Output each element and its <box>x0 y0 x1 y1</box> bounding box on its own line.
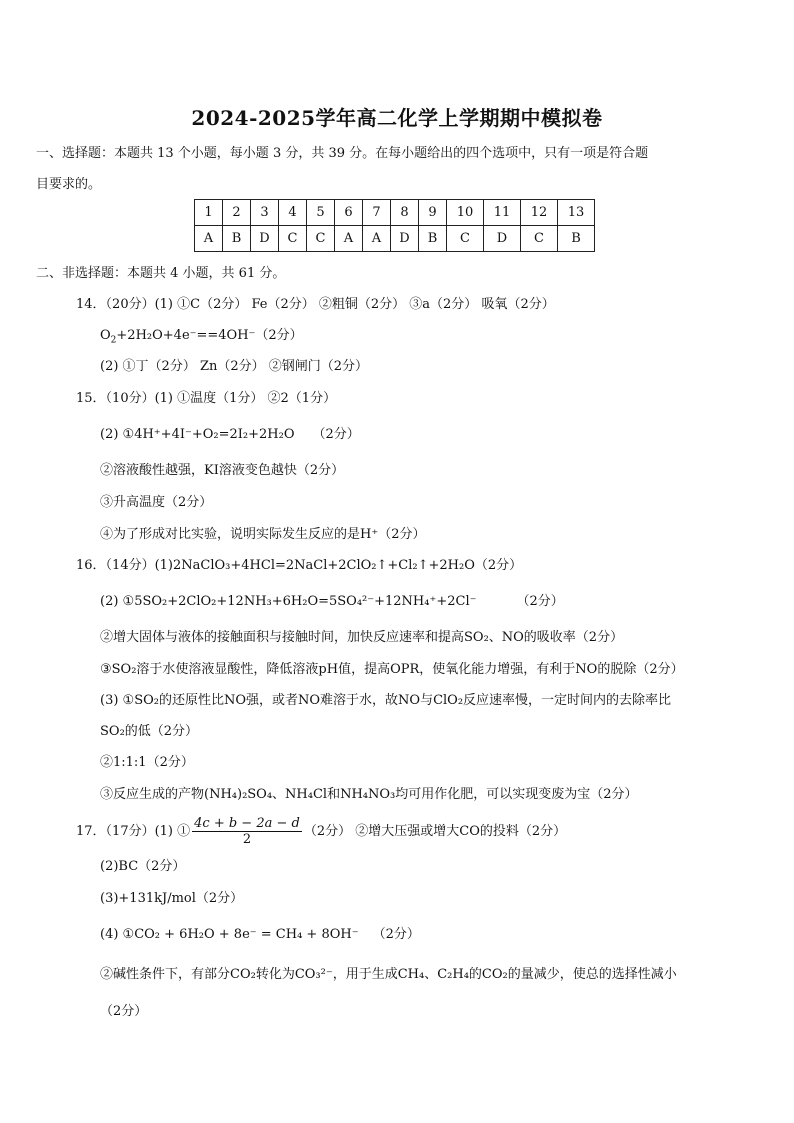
q17-fraction-denominator: 2 <box>242 832 252 847</box>
answer-table <box>194 199 595 252</box>
q15-line3: ②溶液酸性越强，KI溶液变色越快（2分） <box>100 463 345 478</box>
answer-table-answer-cell: B <box>419 226 447 252</box>
answer-table-answer-cell: C <box>521 226 558 252</box>
q16-line7: ②1:1:1（2分） <box>100 755 194 770</box>
section1-heading-line2: 目要求的。 <box>36 177 102 192</box>
q14-line2-o: O <box>100 328 111 343</box>
answer-table-answer-cell: A <box>335 226 363 252</box>
q17-line4 <box>100 926 420 944</box>
q17-line1-label: 17．（17分）(1) ① <box>76 824 191 839</box>
answer-table-number-cell: 4 <box>279 200 307 226</box>
section2-heading: 二、非选择题：本题共 4 小题，共 61 分。 <box>36 266 286 281</box>
answer-table-answer-cell: B <box>223 226 251 252</box>
q16-line2 <box>100 593 564 611</box>
q17-line4-score: （2分） <box>372 927 420 942</box>
q17-line4-label: (4) ① <box>100 927 135 942</box>
answer-table-number-cell: 10 <box>447 200 484 226</box>
answer-table-answer-cell: D <box>391 226 419 252</box>
q16-line2-score: （2分） <box>516 594 564 609</box>
q17-line3: (3)+131kJ/mol（2分） <box>100 891 244 906</box>
q17-fraction-numerator: 4c + b − 2a − d <box>194 816 300 831</box>
q17-line1 <box>76 814 566 850</box>
q16-line2-equation: 5SO₂+2ClO₂+12NH₃+6H₂O=5SO₄²⁻+12NH₄⁺+2Cl⁻ <box>134 594 477 609</box>
answer-table-number-cell: 3 <box>251 200 279 226</box>
q17-fraction <box>192 816 302 847</box>
q17-line6: （2分） <box>100 1004 148 1019</box>
answer-table-number-cell: 8 <box>391 200 419 226</box>
q14-line1: 14．（20分）(1) ①C（2分） Fe（2分） ②粗铜（2分） ③a（2分） 吸氧（2分） <box>76 297 555 312</box>
q15-line2-label: (2) ① <box>100 427 135 442</box>
answer-table-number-cell: 13 <box>558 200 595 226</box>
q14-line2-rest: +2H₂O+4e⁻==4OH⁻（2分） <box>116 328 303 343</box>
q14-line2 <box>100 327 303 350</box>
q17-line4-equation: CO₂ + 6H₂O + 8e⁻ = CH₄ + 8OH⁻ <box>134 927 359 942</box>
answer-table-number-cell: 2 <box>223 200 251 226</box>
q16-line6: SO₂的低（2分） <box>100 724 199 739</box>
answer-table-number-cell: 12 <box>521 200 558 226</box>
answer-table-answer-cell: C <box>307 226 335 252</box>
section1-heading-line1: 一、选择题：本题共 13 个小题，每小题 3 分，共 39 分。在每小题给出的四个选项中，只有一项是符合题 <box>36 146 649 161</box>
q16-line4: ③SO₂溶于水使溶液显酸性，降低溶液pH值，提高OPR，使氧化能力增强，有利于NO的脱除（2分） <box>100 662 684 677</box>
answer-table-answer-row <box>195 226 595 252</box>
answer-table-answer-cell: A <box>363 226 391 252</box>
document-title: 2024-2025学年高二化学上学期期中模拟卷 <box>191 106 603 130</box>
q17-line2: (2)BC（2分） <box>100 859 186 874</box>
q16-line1: 16．（14分）(1)2NaClO₃+4HCl=2NaCl+2ClO₂↑+Cl₂↑+2H₂O（2分） <box>76 558 523 573</box>
q14-line2-sub: 2 <box>110 335 117 346</box>
q17-line5: ②碱性条件下，有部分CO₂转化为CO₃²⁻，用于生成CH₄、C₂H₄的CO₂的量减少，使总的选择性减小 <box>100 967 677 982</box>
answer-table-number-cell: 9 <box>419 200 447 226</box>
q14-line3: (2) ①丁（2分） Zn（2分） ②钢闸门（2分） <box>100 359 369 374</box>
q16-line8: ③反应生成的产物(NH₄)₂SO₄、NH₄Cl和NH₄NO₃均可用作化肥，可以实现变废为宝（2分） <box>100 787 638 802</box>
answer-table-number-cell: 1 <box>195 200 223 226</box>
q15-line2-equation: 4H⁺+4I⁻+O₂=2I₂+2H₂O <box>134 427 295 442</box>
answer-table-answer-cell: D <box>484 226 521 252</box>
answer-table-number-cell: 6 <box>335 200 363 226</box>
answer-table-answer-cell: A <box>195 226 223 252</box>
q15-line2-score: （2分） <box>312 427 360 442</box>
q16-line3: ②增大固体与液体的接触面积与接触时间，加快反应速率和提高SO₂、NO的吸收率（2分） <box>100 630 624 645</box>
answer-table-answer-cell: C <box>447 226 484 252</box>
answer-table-answer-cell: B <box>558 226 595 252</box>
q16-line2-label: (2) ① <box>100 594 135 609</box>
answer-table-number-row <box>195 200 595 226</box>
q15-line4: ③升高温度（2分） <box>100 495 213 510</box>
q15-line5: ④为了形成对比实验，说明实际发生反应的是H⁺（2分） <box>100 527 426 542</box>
answer-table-number-cell: 11 <box>484 200 521 226</box>
answer-table-answer-cell: C <box>279 226 307 252</box>
q17-line1-rest: （2分） ②增大压强或增大CO的投料（2分） <box>303 824 567 839</box>
q16-line5: (3) ①SO₂的还原性比NO强，或者NO难溶于水，故NO与ClO₂反应速率慢，一定时间内的去除率比 <box>100 693 672 708</box>
q15-line2 <box>100 426 360 444</box>
answer-table-number-cell: 5 <box>307 200 335 226</box>
answer-table-number-cell: 7 <box>363 200 391 226</box>
q15-line1: 15．（10分）(1) ①温度（1分） ②2（1分） <box>76 391 337 406</box>
answer-table-answer-cell: D <box>251 226 279 252</box>
